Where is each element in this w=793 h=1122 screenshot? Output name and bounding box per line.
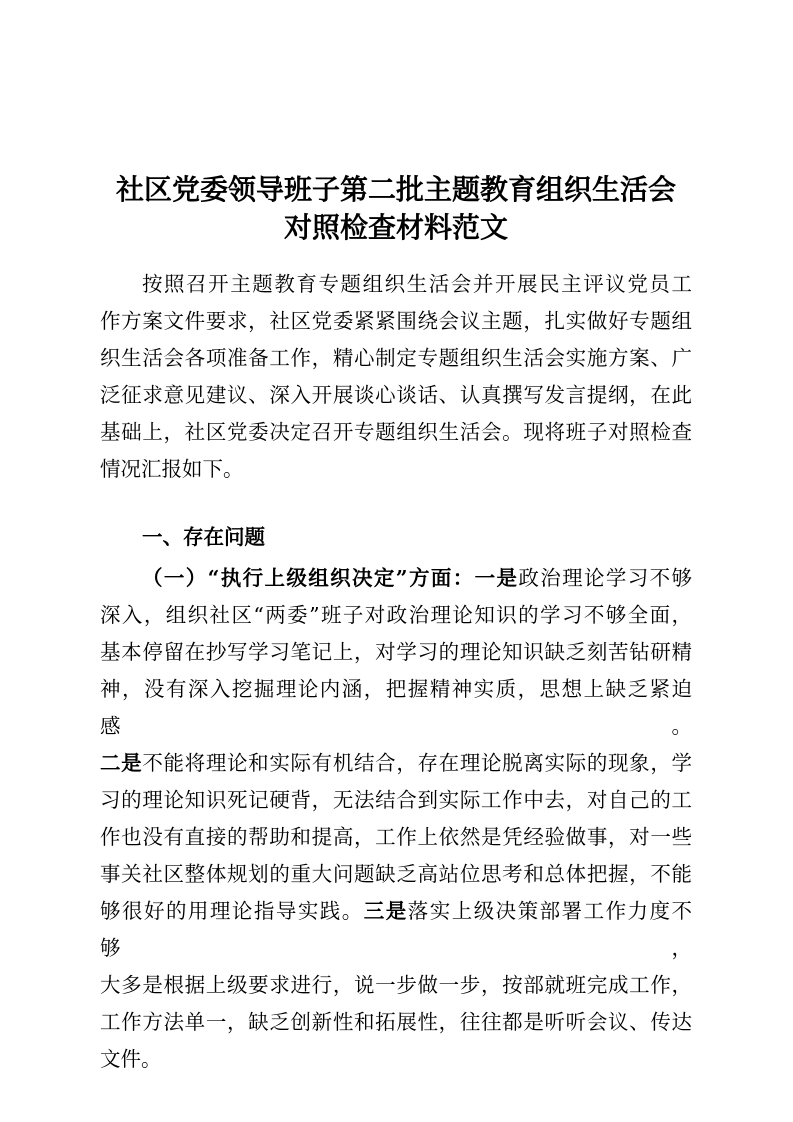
text-line: 按照召开主题教育专题组织生活会并开展民主评议党员工 bbox=[142, 272, 692, 296]
text-line bbox=[100, 745, 692, 782]
text-span: 落实上级决策部署工作力度不够， bbox=[100, 899, 693, 960]
text-line: 作方案文件要求，社区党委紧紧围绕会议主题，扎实做好专题组 bbox=[100, 309, 692, 333]
text-line: 习的理论知识死记硬背，无法结合到实际工作中去，对自己的工 bbox=[100, 788, 692, 812]
text-line: 工作方法单一，缺乏创新性和拓展性，往往都是听听会议、传达 bbox=[100, 1010, 692, 1034]
text-line bbox=[100, 893, 692, 967]
intro-paragraph bbox=[100, 266, 692, 488]
document-title bbox=[90, 171, 702, 247]
text-line: 织生活会各项准备工作，精心制定专题组织生活会实施方案、广 bbox=[100, 346, 692, 370]
point-label: 三是 bbox=[363, 899, 408, 923]
text-line: 情况汇报如下。 bbox=[100, 457, 244, 481]
text-line: 事关社区整体规划的重大问题缺乏高站位思考和总体把握，不能 bbox=[100, 862, 692, 886]
text-line: 深入，组织社区“两委”班子对政治理论知识的学习不够全面， bbox=[100, 603, 692, 627]
text-line: 大多是根据上级要求进行，说一步做一步，按部就班完成工作， bbox=[100, 973, 692, 997]
text-line: 基础上，社区党委决定召开专题组织生活会。现将班子对照检查 bbox=[100, 420, 692, 444]
text-line: 基本停留在抄写学习笔记上，对学习的理论知识缺乏刻苦钻研精 bbox=[100, 640, 692, 664]
sub-heading: （一）“执行上级组织决定”方面： bbox=[142, 566, 475, 590]
section1-paragraph bbox=[100, 560, 692, 1078]
section-heading: 一、存在问题 bbox=[142, 525, 265, 549]
text-line bbox=[100, 560, 692, 597]
text-span: 够很好的用理论指导实践。 bbox=[100, 899, 364, 923]
title-line-1: 社区党委领导班子第二批主题教育组织生活会 bbox=[115, 173, 676, 206]
section-heading-block bbox=[100, 519, 692, 556]
point-label: 二是 bbox=[100, 751, 143, 775]
point-label: 一是 bbox=[474, 566, 519, 590]
text-span: 不能将理论和实际有机结合，存在理论脱离实际的现象，学 bbox=[142, 751, 693, 775]
text-line: 作也没有直接的帮助和提高，工作上依然是凭经验做事，对一些 bbox=[100, 825, 692, 849]
text-line: 文件。 bbox=[100, 1047, 162, 1071]
text-line: 神，没有深入挖掘理论内涵，把握精神实质，思想上缺乏紧迫感。 bbox=[100, 677, 692, 738]
text-line: 泛征求意见建议、深入开展谈心谈话、认真撰写发言提纲，在此 bbox=[100, 383, 692, 407]
text-span: 政治理论学习不够 bbox=[518, 566, 693, 590]
title-line-2: 对照检查材料范文 bbox=[283, 211, 508, 244]
